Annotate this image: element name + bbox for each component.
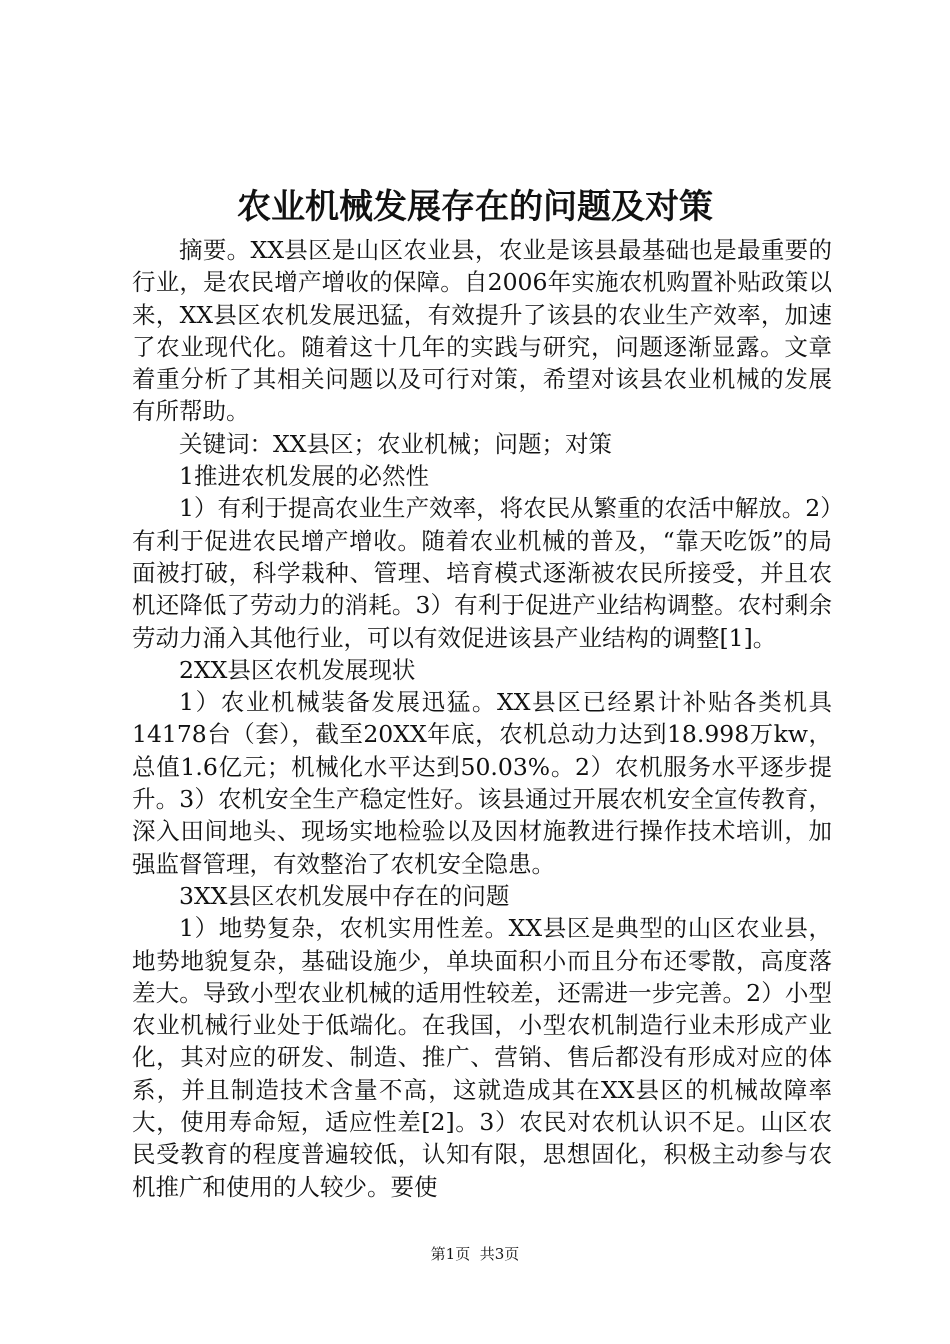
body-paragraph: 1）农业机械装备发展迅猛。XX县区已经累计补贴各类机具14178台（套），截至20XX年底，农机总动力达到18.998万kw，总值1.6亿元；机械化水平达到50.03%。2）农机服务水平逐步提升。3）农机安全生产稳定性好。该县通过开展农机安全宣传教育，深入田间地头、现场实地检验以及因材施教进行操作技术培训，加强监督管理，有效整治了农机安全隐患。	[132, 688, 832, 878]
document-title: 农业机械发展存在的问题及对策	[237, 187, 713, 227]
section-heading-1: 1推进农机发展的必然性	[179, 462, 429, 491]
page-total: 共3页	[479, 1245, 520, 1263]
page-number: 第1页	[430, 1245, 471, 1263]
section-heading-2: 2XX县区农机发展现状	[179, 655, 416, 684]
page-footer	[0, 1244, 950, 1264]
body-paragraph: 1）有利于提高农业生产效率，将农民从繁重的农活中解放。2）有利于促进农民增产增收。随着农业机械的普及，“靠天吃饭”的局面被打破，科学栽种、管理、培育模式逐渐被农民所接受，并且农机还降低了劳动力的消耗。3）有利于促进产业结构调整。农村剩余劳动力涌入其他行业，可以有效促进该县产业结构的调整[1]。	[132, 494, 832, 652]
body-paragraph: 1）地势复杂，农机实用性差。XX县区是典型的山区农业县，地势地貌复杂，基础设施少，单块面积小而且分布还零散，高度落差大。导致小型农业机械的适用性较差，还需进一步完善。2）小型农业机械行业处于低端化。在我国，小型农机制造行业未形成产业化，其对应的研发、制造、推广、营销、售后都没有形成对应的体系，并且制造技术含量不高，这就造成其在XX县区的机械故障率大，使用寿命短，适应性差[2]。3）农民对农机认识不足。山区农民受教育的程度普遍较低，认知有限，思想固化，积极主动参与农机推广和使用的人较少。要使	[132, 914, 832, 1201]
abstract-paragraph: 摘要。XX县区是山区农业县，农业是该县最基础也是最重要的行业，是农民增产增收的保障。自2006年实施农机购置补贴政策以来，XX县区农机发展迅猛，有效提升了该县的农业生产效率，加速了农业现代化。随着这十几年的实践与研究，问题逐渐显露。文章着重分析了其相关问题以及可行对策，希望对该县农业机械的发展有所帮助。	[132, 236, 832, 426]
section-heading-3: 3XX县区农机发展中存在的问题	[179, 881, 510, 910]
keywords-paragraph: 关键词：XX县区；农业机械；问题；对策	[179, 429, 612, 458]
document-body	[132, 234, 832, 1203]
